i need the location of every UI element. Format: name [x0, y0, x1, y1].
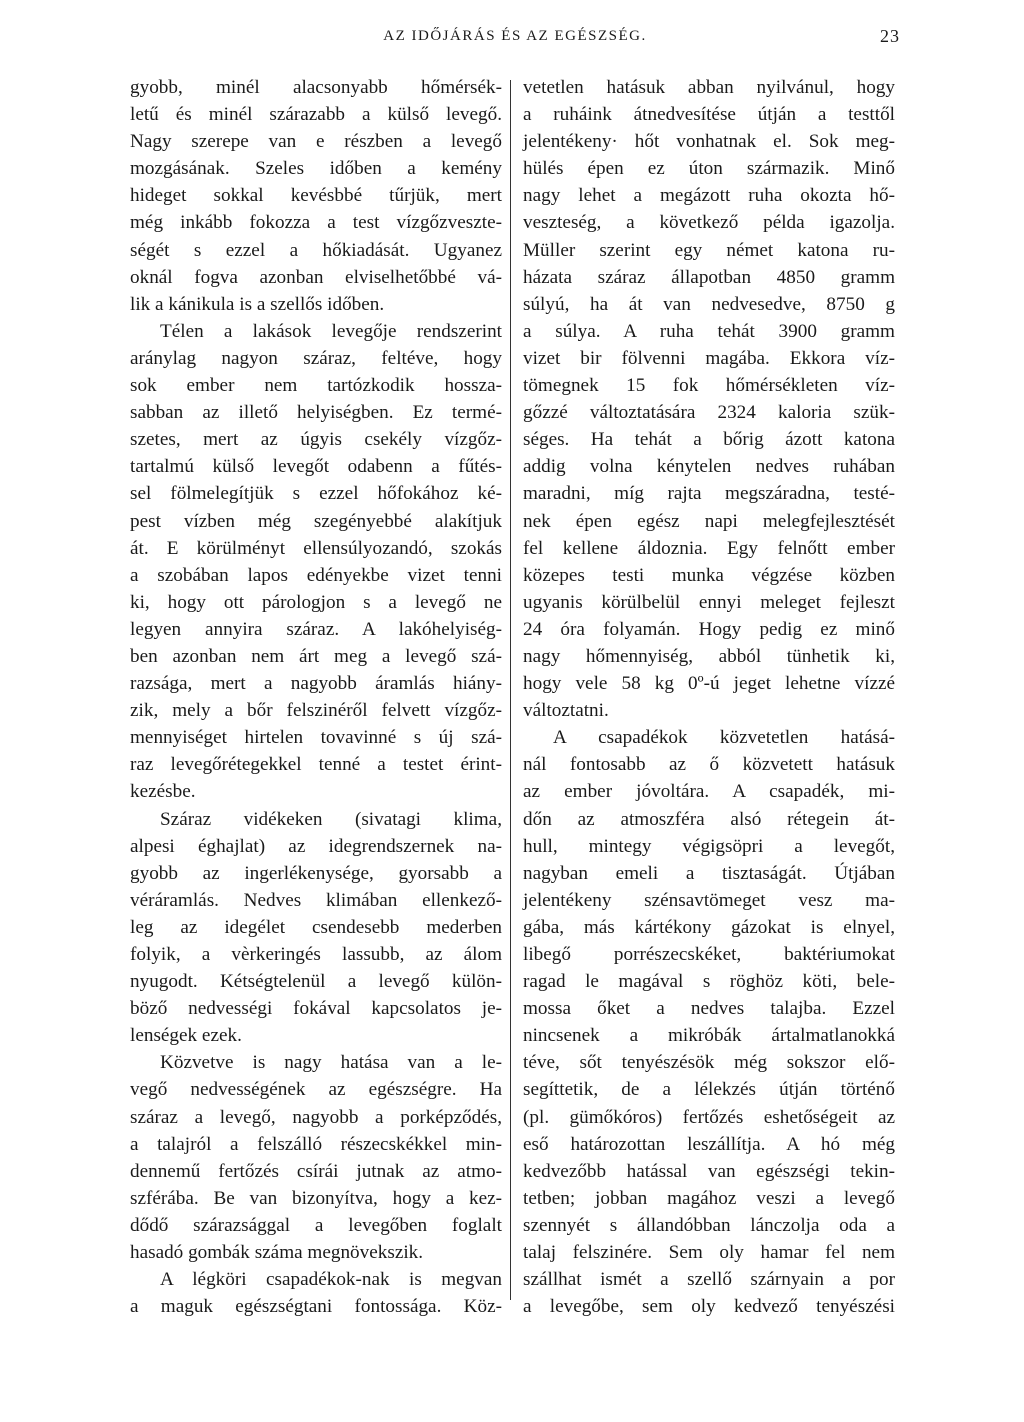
text-line: a talajról a felszálló részecskékkel min-	[130, 1133, 502, 1155]
text-line: A csapadékok közvetetlen hatásá-	[553, 727, 895, 749]
text-line: Közvetve is nagy hatása van a le-	[160, 1052, 502, 1074]
text-line: ki, hogy ott párologjon s a levegő ne	[130, 591, 502, 613]
text-line: raz levegőrétegekkel tenné a testet érint-	[130, 754, 502, 776]
text-line: Nagy szerepe van e részben a levegő	[130, 131, 502, 153]
text-line: kezésbe.	[130, 781, 196, 803]
text-line: nek épen egész napi melegfejlesztését	[523, 510, 895, 532]
text-line: gába, más kártékony gázokat is elnyel,	[523, 916, 895, 938]
text-line: súlyú, ha át van nedvesedve, 8750 g	[523, 293, 895, 315]
text-line: nincsenek a mikróbák ártalmatlanokká	[523, 1025, 895, 1047]
text-line: sabban az illető helyiségben. Ez termé-	[130, 402, 502, 424]
text-line: ragad le magával s röghöz köti, bele-	[523, 971, 895, 993]
column-divider	[510, 80, 511, 1300]
text-line: vetetlen hatásuk abban nyilvánul, hogy	[523, 77, 895, 98]
text-line: Müller szerint egy német katona ru-	[523, 239, 895, 261]
text-line: téve, sőt tenyészésök még sokszor elő-	[523, 1052, 895, 1074]
text-line: gyobb az ingerlékenysége, gyorsabb a	[130, 862, 502, 884]
running-title: AZ IDŐJÁRÁS ÉS AZ EGÉSZSÉG.	[383, 28, 647, 44]
text-line: Télen a lakások levegője rendszerint	[160, 320, 502, 342]
text-line: vegő nedvességének az egészségre. Ha	[130, 1079, 502, 1101]
text-line: mozgásának. Szeles időben a kemény	[130, 158, 502, 180]
text-line: pest vízben még szegényebbé alakítjuk	[130, 510, 502, 532]
text-line: (pl. gümőkóros) fertőzés eshetőségeit az	[523, 1106, 895, 1128]
text-line: szetes, mert az úgyis csekély vízgőz-	[130, 429, 502, 451]
text-line: ugyanis körülbelül ennyi meleget fejleszt	[523, 591, 895, 613]
text-line: lik a kánikula is a szellős időben.	[130, 293, 385, 315]
text-line: mennyiséget hirtelen tovavinné s új szá-	[130, 727, 502, 749]
text-line: sok ember nem tartózkodik hossza-	[130, 375, 502, 397]
page-number: 23	[880, 26, 900, 46]
text-line: ben azonban nem árt meg a levegő szá-	[130, 645, 502, 667]
text-line: addig volna kénytelen nedves ruhában	[523, 456, 895, 478]
text-line: alpesi éghajlat) az idegrendszernek na-	[130, 835, 502, 857]
text-line: zik, mely a bőr felszinéről felvett vízgőz-	[130, 700, 502, 722]
text-line: ségét s ezzel a hőkiadását. Ugyanez	[130, 239, 502, 261]
text-line: maradni, míg rajta megszáradna, testé-	[523, 483, 895, 505]
text-line: tömegnek 15 fok hőmérsékleten víz-	[523, 375, 895, 397]
text-line: dődő szárazsággal a levegőben foglalt	[130, 1214, 502, 1236]
text-line: vizet bir fölvenni magába. Ekkora víz-	[523, 347, 895, 369]
text-line: leg az idegélet csendesebb mederben	[130, 916, 502, 938]
text-line: libegő porrészecskéket, baktériumokat	[523, 944, 895, 965]
text-line: hasadó gombák száma megnövekszik.	[130, 1242, 424, 1264]
text-line: a levegőbe, sem oly kedvező tenyészési	[523, 1296, 895, 1318]
text-line: házata száraz állapotban 4850 gramm	[523, 266, 895, 288]
text-line: gyobb, minél alacsonyabb hőmérsék-	[130, 77, 502, 98]
text-line: a ruháink átnedvesítése útján a testtől	[523, 104, 895, 126]
text-line: nál fontosabb az ő közvetett hatásuk	[523, 754, 895, 776]
text-line: a maguk egészségtani fontossága. Köz-	[130, 1296, 502, 1318]
text-line: oknál fogva azonban elviselhetőbbé vá-	[130, 266, 502, 288]
text-line: nagyban emeli a tisztaságát. Útjában	[523, 862, 895, 884]
page-header	[130, 28, 900, 58]
text-line: még inkább fokozza a test vízgőzveszte-	[130, 212, 502, 234]
text-line: jelentékeny szénsavtömeget vesz ma-	[523, 889, 895, 911]
text-line: böző nedvességi fokával kapcsolatos je-	[130, 998, 502, 1020]
text-line: tartalmú külső levegőt odabenn a fűtés-	[130, 456, 502, 478]
text-line: jelentékeny· hőt vonhatnak el. Sok meg-	[523, 131, 895, 153]
text-line: Száraz vidékeken (sivatagi klima,	[160, 808, 502, 830]
text-line: letű és minél szárazabb a külső levegő.	[130, 104, 502, 126]
text-line: segíttetik, de a lélekzés útján történő	[523, 1079, 895, 1101]
text-line: nyugodt. Kétségtelenül a levegő külön-	[130, 971, 502, 993]
text-line: mossa őket a nedves talajba. Ezzel	[523, 998, 895, 1020]
text-line: a súlya. A ruha tehát 3900 gramm	[523, 320, 895, 342]
text-line: sel fölmelegítjük s ezzel hőfokához ké-	[130, 483, 502, 505]
text-line: séges. Ha tehát a bőrig ázott katona	[523, 429, 895, 451]
text-line: a szobában lapos edényekbe vizet tenni	[130, 564, 502, 586]
text-line: razsága, mert a nagyobb áramlás hiány-	[130, 673, 502, 695]
text-line: hideget sokkal kevésbbé tűrjük, mert	[130, 185, 502, 207]
text-line: hogy vele 58 kg 0º-ú jeget lehetne vízzé	[523, 673, 895, 695]
text-line: kedvezőbb hatással van egészségi tekin-	[523, 1160, 895, 1182]
text-line: aránylag nagyon száraz, feltéve, hogy	[130, 347, 502, 369]
text-line: száraz a levegő, nagyobb a porképződés,	[130, 1106, 502, 1128]
left-text-column	[130, 74, 502, 1320]
text-line: változtatni.	[523, 700, 609, 722]
text-line: szállhat ismét a szellő szárnyain a por	[523, 1269, 895, 1291]
text-line: folyik, a vèrkeringés lassubb, az álom	[130, 944, 502, 965]
text-line: lenségek ezek.	[130, 1025, 242, 1047]
text-line: véráramlás. Nedves klimában ellenkező-	[130, 889, 502, 911]
text-line: talaj felszinére. Sem oly hamar fel nem	[523, 1242, 895, 1264]
text-line: veszteség, a következő példa igazolja.	[523, 212, 895, 234]
text-line: szférába. Be van bizonyítva, hogy a kez-	[130, 1187, 502, 1209]
text-line: eső határozottan leszállítja. A hó még	[523, 1133, 895, 1155]
text-line: tetben; jobban magához veszi a levegő	[523, 1187, 895, 1209]
text-line: át. E körülményt ellensúlyozandó, szokás	[130, 537, 502, 559]
text-line: közepes testi munka végzése közben	[523, 564, 895, 586]
text-line: dennemű fertőzés csírái jutnak az atmo-	[130, 1160, 502, 1182]
right-text-column	[523, 74, 895, 1320]
text-line: az ember jóvoltára. A csapadék, mi-	[523, 781, 895, 803]
text-line: szennyét s állandóbban lánczolja oda a	[523, 1214, 895, 1236]
text-line: A légköri csapadékok-nak is megvan	[160, 1269, 502, 1291]
text-line: gőzzé változtatására 2324 kaloria szük-	[523, 402, 895, 424]
text-line: hülés épen ez úton származik. Minő	[523, 158, 895, 180]
text-line: nagy lehet a megázott ruha okozta hő-	[523, 185, 895, 207]
text-line: nagy hőmennyiség, abból tünhetik ki,	[523, 645, 895, 667]
text-line: hull, mintegy végigsöpri a levegőt,	[523, 835, 895, 857]
text-line: dőn az atmoszféra alsó rétegein át-	[523, 808, 895, 830]
text-line: fel kellene áldoznia. Egy felnőtt ember	[523, 537, 895, 559]
text-line: 24 óra folyamán. Hogy pedig ez minő	[523, 618, 895, 640]
text-line: legyen annyira száraz. A lakóhelyiség-	[130, 618, 502, 640]
